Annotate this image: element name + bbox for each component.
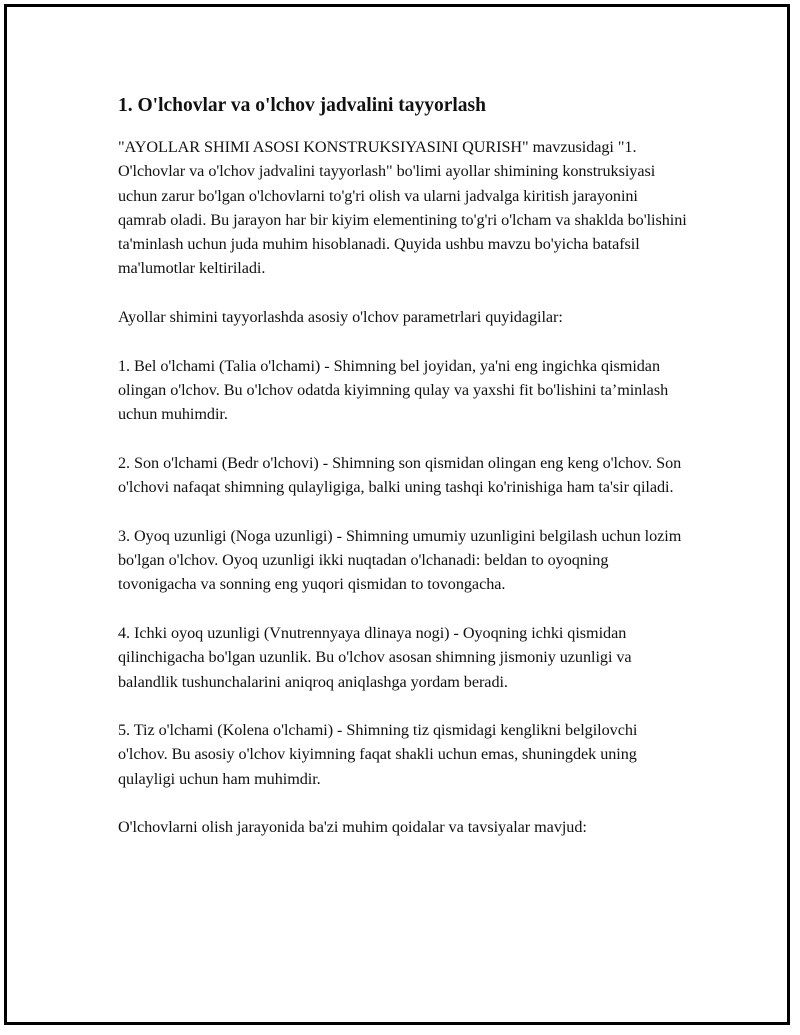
knee-measurement-paragraph: 5. Tiz o'lchami (Kolena o'lchami) - Shimning tiz qismidagi kenglikni belgilovchi o'lchov. Bu asosiy o'lchov kiyimning faqat shakli uchun emas, shuningdek uning qulayligi uchun ham muhimdir. (118, 721, 638, 788)
inseam-length-paragraph: 4. Ichki oyoq uzunligi (Vnutrennyaya dlinaya nogi) - Oyoqning ichki qismidan qilinchigacha bo'lgan uzunlik. Bu o'lchov asosan shimning jismoniy uzunligi va balandlik tushunchalarini aniqroq aniqlashga yordam beradi. (118, 623, 632, 691)
section-heading: 1. O'lchovlar va o'lchov jadvalini tayyorlash (118, 95, 486, 116)
rules-intro-paragraph: O'lchovlarni olish jarayonida ba'zi muhim qoidalar va tavsiyalar mavjud: (118, 818, 587, 837)
document-body (118, 94, 688, 864)
waist-measurement-paragraph: 1. Bel o'lchami (Talia o'lchami) - Shimning bel joyidan, ya'ni eng ingichka qismidan olingan o'lchov. Bu o'lchov odatda kiyimning qulay va yaxshi fit bo'lishini ta’minlash uchun muhimdir. (118, 356, 669, 424)
leg-length-paragraph: 3. Oyoq uzunligi (Noga uzunligi) - Shimning umumiy uzunligini belgilash uchun lozim bo'lgan o'lchov. Oyoq uzunligi ikki nuqtadan o'lchanadi: beldan to oyoqning tovonigacha va sonning eng yuqori qismidan to tovongacha. (118, 526, 682, 594)
hip-measurement-paragraph: 2. Son o'lchami (Bedr o'lchovi) - Shimning son qismidan olingan eng keng o'lchov. Son o'lchovi nafaqat shimning qulayligiga, balki uning tashqi ko'rinishiga ham ta'sir qiladi. (118, 453, 682, 497)
parameters-intro-paragraph: Ayollar shimini tayyorlashda asosiy o'lchov parametrlari quyidagilar: (118, 308, 563, 327)
intro-paragraph: "AYOLLAR SHIMI ASOSI KONSTRUKSIYASINI QURISH" mavzusidagi "1. O'lchovlar va o'lchov jadvalini tayyorlash" bo'limi ayollar shimining konstruksiyasi uchun zarur bo'lgan o'lchovlarni to'g'ri olish va ularni jadvalga kiritish jarayonini qamrab oladi. Bu jarayon har bir kiyim elementining to'g'ri o'lcham va shaklda bo'lishini ta'minlash uchun juda muhim hisoblanadi. Quyida ushbu mavzu bo'yicha batafsil ma'lumotlar keltiriladi. (118, 138, 687, 278)
